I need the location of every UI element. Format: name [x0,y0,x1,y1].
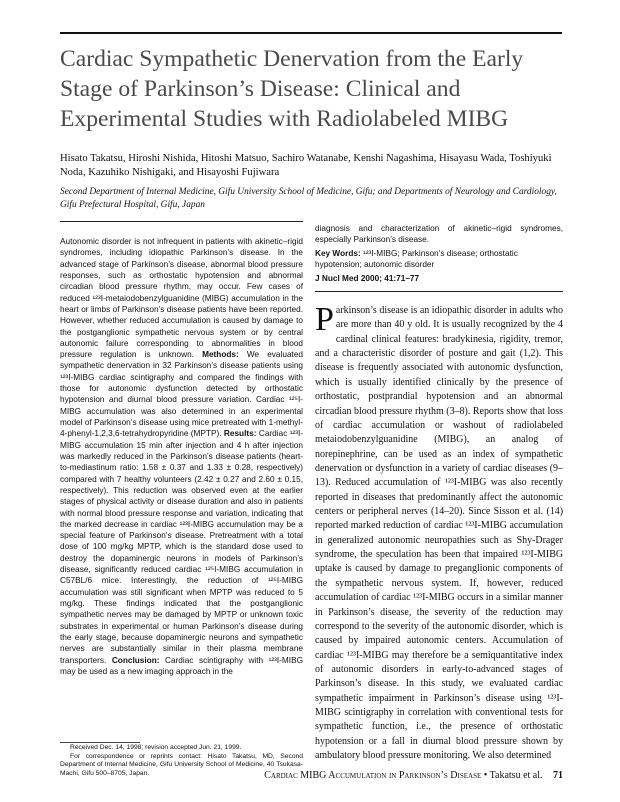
footnote-rule [60,742,140,743]
abstract-background: Autonomic disorder is not infrequent in patients with akinetic–rigid syndromes, including idiopathic Parkinson’s disease. In the advanced stage of Parkinson’s disease, abnormal blood pressure responses, such as orthostatic hypotension and abnormal circadian blood pressure rhythm, may occur. Few cases of reduced ¹²³I-metaiodobenzylguanidine (MIBG) accumulation in the heart or limbs of Parkinson’s disease patients have been reported. However, whether reduced accumulation is caused by damage to the postganglionic sympathetic nervous system or by central autonomic failure corresponding to abnormalities in blood pressure regulation is unknown. [60,237,303,360]
received-note: Received Dec. 14, 1998; revision accepted Jun. 21, 1999. [70,744,242,751]
article-title: Cardiac Sympathetic Denervation from the Early Stage of Parkinson’s Disease: Clinical and Experimental Studies with Radiolabeled MIBG [60,46,524,132]
top-rule [60,32,562,34]
citation: J Nucl Med 2000; 41:71–77 [315,274,420,283]
body-paragraph: arkinson’s disease is an idiopathic disorder in adults who are more than 40 y old. It is usually recognized by the 4 cardinal clinical features: bradykinesia, rigidity, tremor, and a characteristic disorder of posture and gait (1,2). This disease is frequently associated with autonomic dysfunction, which is usually identified clinically by the presence of orthostatic, postprandial hypotension and an abnormal circadian blood pressure rhythm (3–8). Reports show that loss of cardiac accumulation or washout of radiolabeled metaiodobenzylguanidine (MIBG), an analog of norepinephrine, can be used as an index of sympathetic denervation or dysfunction in a variety of cardiac diseases (9–13). Reduced accumulation of ¹²³I-MIBG was also recently reported in diseases that predominantly affect the autonomic centers or peripheral nerves (14–20). Since Sisson et al. (14) reported marked reduction of cardiac ¹²³I-MIBG accumulation in generalized autonomic neuropathies such as Shy-Drager syndrome, the speculation has been that impaired ¹²³I-MIBG uptake is caused by damage to preganglionic components of the sympathetic nervous system. If, however, reduced accumulation of cardiac ¹²³I-MIBG occurs in a similar manner in Parkinson’s disease, the severity of the reduction may correspond to the severity of the autonomic disorder, which is caused by impaired autonomic centers. Accumulation of cardiac ¹²³I-MIBG may therefore be a semiquantitative index of autonomic disorders in early-to-advanced stages of Parkinson’s disease. In this study, we evaluated cardiac sympathetic impairment in Parkinson’s disease using ¹²³I-MIBG scintigraphy in correlation with conventional tests for sympathetic function, i.e., the presence of orthostatic hypotension or a fall in diurnal blood pressure shown by ambulatory blood pressure monitoring. We also determined [315,305,563,762]
body-text [315,301,563,764]
drop-cap: P [315,301,334,338]
conclusion-label: Conclusion: [111,655,160,665]
results-label: Results: [223,429,257,439]
keywords-label: Key Words: [315,249,361,258]
footer-separator: • [483,770,488,781]
affiliation: Second Department of Internal Medicine, Gifu University School of Medicine, Gifu; and Departments of Neurology and Cardiology, Gifu Prefectural Hospital, Gifu, Japan [60,187,557,210]
keywords-text: ¹²³I-MIBG; Parkinson’s disease; orthostatic hypotension; autonomic disorder [315,249,518,270]
page-number: 71 [553,770,563,781]
running-title: Cardiac MIBG Accumulation in Parkinson’s Disease [264,770,482,781]
methods-text: We evaluated sympathetic denervation in 32 Parkinson’s disease patients using ¹²³I-MIBG cardiac scintigraphy and compared the findings with those for autonomic dysfunction detected by orthostatic hypotension and diurnal blood pressure variation. Cardiac ¹²⁵I-MIBG accumulation was also determined in an experimental model of Parkinson’s disease using mice pretreated with 1-methyl-4-phenyl-1,2,3,6-tetrahydropyridine (MPTP). [60,350,303,439]
conclusion-text: Cardiac scintigraphy with ¹²³I-MIBG may be used as a new imaging approach in the [60,655,304,676]
footer-authors: Takatsu et al. [489,770,543,781]
results-text: Cardiac ¹²³I-MIBG accumulation 15 min after injection and 4 h after injection was markedly reduced in the Parkinson’s disease patients (heart-to-mediastinum ratio: 1.58 ± 0.37 and 1.33 ± 0.28, respectively) compared with 7 healthy volunteers (2.42 ± 0.27 and 2.60 ± 0.15, respectively). This reduction was observed even at the earlier stages of physical activity or disease duration and also in patients with normal blood pressure response and variation, indicating that the marked decrease in cardiac ¹²³I-MIBG accumulation may be a special feature of Parkinson’s disease. Pretreatment with a total dose of 100 mg/kg MPTP, which is the standard dose used to destroy the dopaminergic neurons in models of Parkinson’s disease, significantly reduced cardiac ¹²⁵I-MIBG accumulation in C57BL/6 mice. Interestingly, the reduction of ¹²⁵I-MIBG accumulation was still significant when MPTP was reduced to 5 mg/kg. These findings indicated that the postganglionic sympathetic nerves may be damaged by MPTP or unknown toxic substrates in experimental or human Parkinson’s disease during the early stage, because dopaminergic neurons and sympathetic nerves are substantially similar in their plasma membrane transporters. [60,429,303,665]
correspondence-note: For correspondence or reprints contact: Hisato Takatsu, MD, Second Department of Internal Medicine, Gifu University School of Medicine, 40 Tsukasa-Machi, Gifu 500–8705, Japan. [60,752,303,777]
abstract-end-rule [315,291,563,292]
abstract-rule [60,221,303,222]
keywords [315,248,563,271]
author-list: Hisato Takatsu, Hiroshi Nishida, Hitoshi Matsuo, Sachiro Watanabe, Kenshi Nagashima, Hisayasu Wada, Toshiyuki Noda, Kazuhiko Nishigaki, and Hisayoshi Fujiwara [60,153,552,178]
abstract [60,236,303,677]
methods-label: Methods: [202,350,239,360]
running-footer [200,770,563,782]
abstract-continued: diagnosis and characterization of akinetic–rigid syndromes, especially Parkinson’s disease. [315,224,563,245]
